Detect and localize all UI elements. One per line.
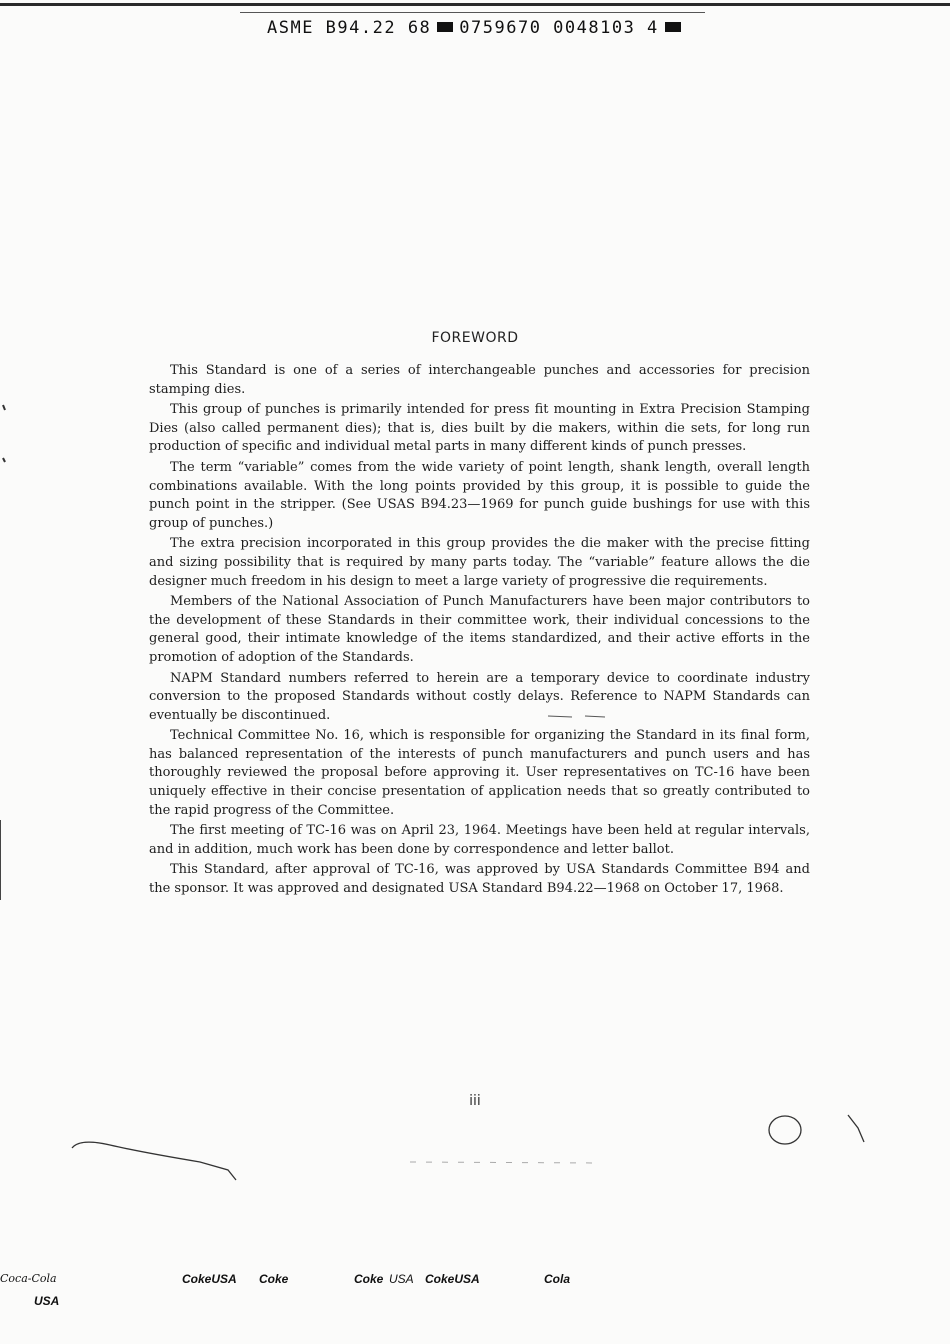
faint-dashes (410, 1162, 600, 1163)
footer-cokeusa: CokeUSA (425, 1272, 480, 1286)
stray-mark (548, 716, 572, 717)
paragraph: Members of the National Association of Punch Manufacturers have been major contributors to the development of these Standards in their committee work, their individual concessions to the general good, their intimate knowledge of the items standardized, and their active efforts in the promotion of adoption of the Standards. (149, 594, 810, 665)
paragraph: The first meeting of TC-16 was on April 23, 1964. Meetings have been held at regular intervals, and in addition, much work has been done by correspondence and letter ballot. (149, 823, 810, 857)
coca-cola-logo: Coca-Cola (0, 1272, 57, 1285)
document-code-part1: ASME B94.22 68 (267, 18, 432, 38)
footer-cola: Cola (544, 1272, 571, 1286)
paragraph: The term “variable” comes from the wide variety of point length, shank length, overall length combinations available. With the long points provided by this group, it is possible to guide the punch point in the stripper. (See USAS B94.23—1969 for punch guide bushings for use with this group of punches.) (149, 459, 810, 531)
footer-usa: USA (34, 1294, 60, 1308)
edge-mark (3, 405, 5, 410)
paragraph: NAPM Standard numbers referred to herein are a temporary device to coordinate industry conversion to the proposed Standards without costly delays. Reference to NAPM Standards can eventually be discontinued. (149, 670, 810, 723)
paragraph: The extra precision incorporated in this group provides the die maker with the precise fitting and sizing possibility that is required by many parts today. The “variable” feature allows the die designer much freedom in his design to meet a large variety of progressive die requirements. (149, 536, 810, 589)
paragraph: Technical Committee No. 16, which is responsible for organizing the Standard in its final form, has balanced representation of the interests of punch manufacturers and punch users and has thoroughly reviewed the proposal before approving it. User representatives on TC-16 have been uniquely effective in their concise presentation of application needs that so greatly contributed to the rapid progress of the Committee. (149, 728, 810, 818)
document-code-part2: 0759670 0048103 4 (459, 18, 659, 38)
edge-mark (3, 458, 5, 462)
footer-usa: USA (389, 1272, 414, 1286)
stray-mark (585, 716, 605, 717)
page-number: iii (469, 1093, 481, 1109)
pen-stroke-mark (72, 1142, 236, 1180)
footer-coke: Coke (259, 1272, 289, 1286)
footer-coke: Coke (354, 1272, 384, 1286)
footer-cokeusa: CokeUSA (182, 1272, 237, 1286)
page-title: FOREWORD (431, 330, 519, 346)
paragraph: This group of punches is primarily intended for press fit mounting in Extra Precision Stamping Dies (also called permanent dies); that is, dies built by die makers, within die sets, for long run production of specific and individual metal parts in many different kinds of punch presses. (149, 402, 810, 455)
footer-stamps (0, 1272, 950, 1312)
paragraph: This Standard is one of a series of interchangeable punches and accessories for precision stamping dies. (149, 363, 810, 397)
circle-mark (769, 1116, 801, 1144)
stroke-mark (848, 1115, 864, 1142)
paragraph: This Standard, after approval of TC-16, was approved by USA Standards Committee B94 and the sponsor. It was approved and designated USA Standard B94.22—1968 on October 17, 1968. (149, 862, 810, 897)
